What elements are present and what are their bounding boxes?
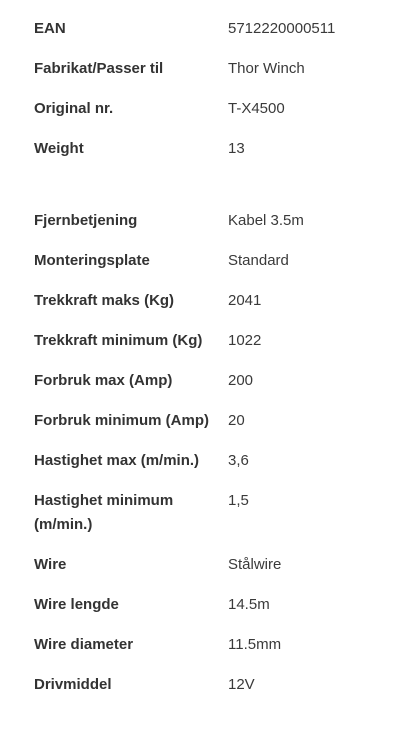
spec-label: Fabrikat/Passer til [34, 60, 164, 77]
spec-value: T-X4500 [228, 100, 285, 117]
spec-row-hastighet-max [0, 449, 404, 489]
spec-value: 11.5mm [228, 636, 282, 653]
spec-label: Drivmiddel [34, 676, 112, 693]
spec-label: Trekkraft maks (Kg) [34, 292, 175, 309]
spec-row-trekkraft-minimum [0, 329, 404, 369]
spec-label: Monteringsplate [34, 252, 150, 269]
spec-row-weight [0, 137, 404, 177]
spec-row-original-nr [0, 97, 404, 137]
spec-value: 5712220000511 [228, 20, 336, 37]
spec-label: Weight [34, 140, 84, 157]
spec-value: 200 [228, 372, 254, 389]
spec-label: Wire lengde [34, 596, 119, 613]
spec-label: Original nr. [34, 100, 114, 117]
spec-value: 20 [228, 412, 245, 429]
spec-value: Stålwire [228, 556, 282, 573]
spec-value: 3,6 [228, 452, 249, 469]
spec-value: 1022 [228, 332, 262, 349]
spec-row-forbruk-minimum [0, 409, 404, 449]
spec-value: 1,5 [228, 492, 249, 509]
spec-row-wire [0, 553, 404, 593]
spec-value: 14.5m [228, 596, 270, 613]
spec-label: Forbruk max (Amp) [34, 372, 173, 389]
spec-value: 13 [228, 140, 245, 157]
spec-label: Trekkraft minimum (Kg) [34, 332, 203, 349]
spec-value: Kabel 3.5m [228, 212, 304, 229]
spec-group-basic [0, 0, 404, 177]
spec-label: Wire diameter [34, 636, 134, 653]
spec-group-technical [0, 209, 404, 713]
spec-row-hastighet-minimum [0, 489, 404, 553]
spec-row-drivmiddel [0, 673, 404, 713]
spec-value: 2041 [228, 292, 262, 309]
spec-row-monteringsplate [0, 249, 404, 289]
spec-value: Thor Winch [228, 60, 305, 77]
group-divider-space [0, 177, 404, 209]
spec-label: Fjernbetjening [34, 212, 138, 229]
spec-label: EAN [34, 20, 66, 37]
spec-row-trekkraft-maks [0, 289, 404, 329]
spec-row-fjernbetjening [0, 209, 404, 249]
spec-label: Wire [34, 556, 67, 573]
spec-row-fabrikat [0, 57, 404, 97]
spec-row-ean [0, 17, 404, 57]
spec-row-wire-diameter [0, 633, 404, 673]
spec-label: Hastighet minimum (m/min.) [34, 492, 174, 533]
spec-value: 12V [228, 676, 255, 693]
spec-label: Forbruk minimum (Amp) [34, 412, 209, 429]
spec-row-forbruk-max [0, 369, 404, 409]
spec-value: Standard [228, 252, 289, 269]
spec-row-wire-lengde [0, 593, 404, 633]
spec-label: Hastighet max (m/min.) [34, 452, 200, 469]
